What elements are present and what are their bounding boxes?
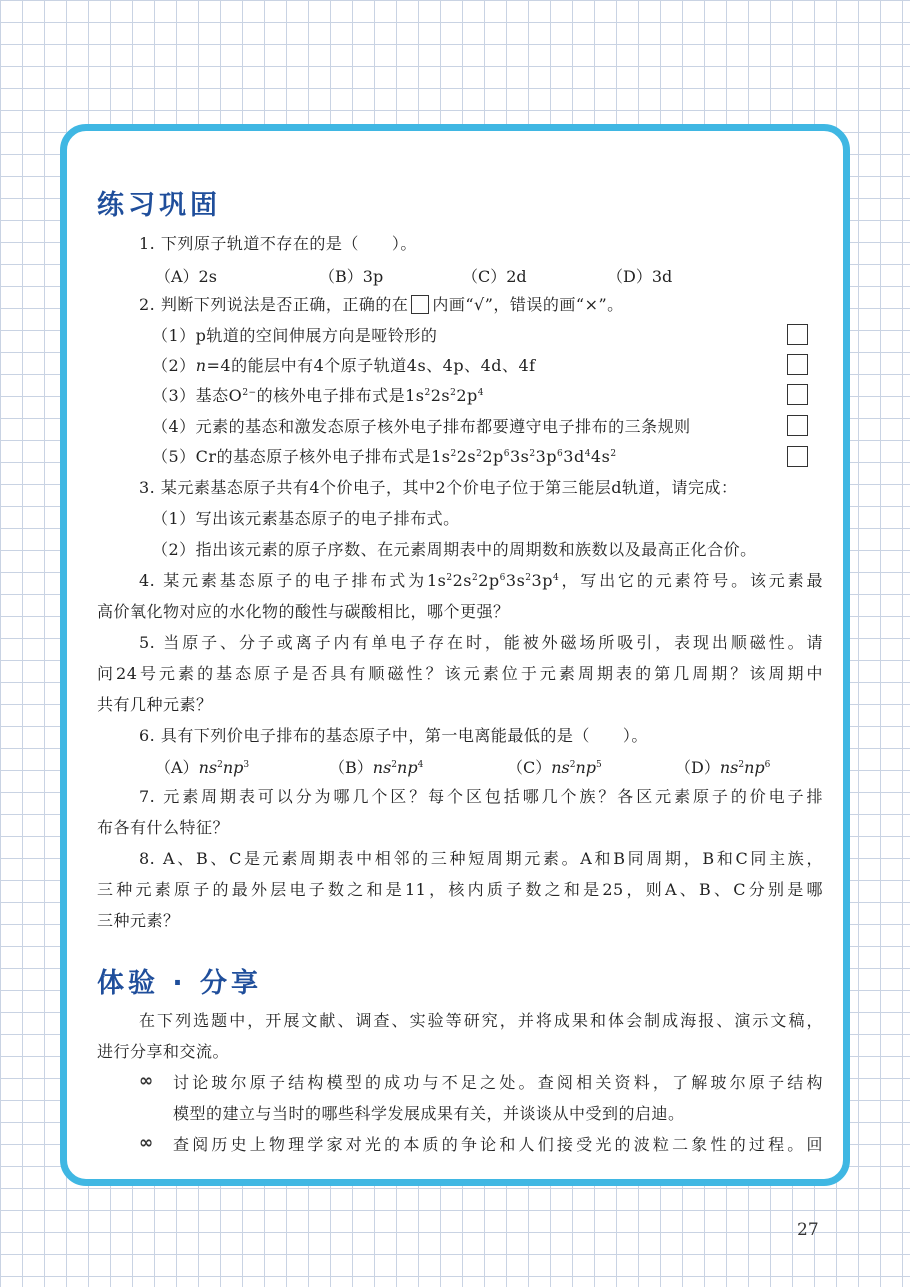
question-4-line-2: 高价氧化物对应的水化物的酸性与碳酸相比，哪个更强？ (97, 602, 510, 621)
share-intro-line-1: 在下列选题中，开展文献、调查、实验等研究，并将成果和体会制成海报、演示文稿， (139, 1011, 823, 1030)
question-4-line-1: 4. 某元素基态原子的电子排布式为$1s^22s^22p^63s^23p^4$，写出它的元素符号。该元素最 (139, 571, 823, 590)
q2-item-3-checkbox[interactable] (787, 384, 808, 405)
q2-item-2: （2）n=4的能层中有4个原子轨道4s、4p、4d、4f (152, 356, 536, 375)
infinity-bullet-icon: ∞ (139, 1133, 154, 1153)
question-3: 3. 某元素基态原子共有4个价电子，其中2个价电子位于第三能层d轨道，请完成： (139, 478, 738, 497)
share-topic-2-line-1: 查阅历史上物理学家对光的本质的争论和人们接受光的波粒二象性的过程。回 (173, 1135, 823, 1154)
question-2: 2. 判断下列说法是否正确，正确的在 内画“√”，错误的画“×”。 (139, 295, 624, 314)
question-5-line-2: 问24号元素的基态原子是否具有顺磁性？该元素位于元素周期表的第几周期？该周期中 (97, 664, 823, 683)
q2-item-3: （3）基态$O^{2-}$的核外电子排布式是$1s^22s^22p^4$ (152, 386, 485, 405)
q1-option-b: （B）3p (319, 267, 384, 286)
section-title-share: 体验 · 分享 (97, 968, 263, 999)
question-5-line-3: 共有几种元素？ (97, 695, 213, 714)
q1-option-a: （A）2s (155, 267, 217, 286)
q3-sub-2: （2）指出该元素的原子序数、在元素周期表中的周期数和族数以及最高正化合价。 (152, 540, 757, 559)
exercise-card (60, 124, 850, 1186)
share-topic-1-line-2: 模型的建立与当时的哪些科学发展成果有关，并谈谈从中受到的启迪。 (173, 1104, 685, 1123)
question-7-line-2: 布各有什么特征？ (97, 818, 230, 837)
q2-item-1: （1）p轨道的空间伸展方向是哑铃形的 (152, 326, 438, 345)
q2-item-2-checkbox[interactable] (787, 354, 808, 375)
question-6: 6. 具有下列价电子排布的基态原子中，第一电离能最低的是（ ）。 (139, 726, 648, 745)
question-5-line-1: 5. 当原子、分子或离子内有单电子存在时，能被外磁场所吸引，表现出顺磁性。请 (139, 633, 823, 652)
infinity-bullet-icon: ∞ (139, 1071, 154, 1091)
share-intro-line-2: 进行分享和交流。 (97, 1042, 230, 1061)
question-1: 1. 下列原子轨道不存在的是（ ）。 (139, 234, 417, 253)
q2-item-4: （4）元素的基态和激发态原子核外电子排布都要遵守电子排布的三条规则 (152, 417, 691, 436)
q1-option-d: （D）3d (607, 267, 673, 286)
section-title-practice: 练习巩固 (97, 190, 221, 221)
page-number: 27 (797, 1220, 819, 1240)
question-8-line-2: 三种元素原子的最外层电子数之和是11，核内质子数之和是25，则A、B、C分别是哪 (97, 880, 823, 899)
question-8-line-3: 三种元素？ (97, 911, 180, 930)
question-8-line-1: 8. A、B、C是元素周期表中相邻的三种短周期元素。A和B同周期，B和C同主族， (139, 849, 823, 868)
q2-item-4-checkbox[interactable] (787, 415, 808, 436)
share-topic-1-line-1: 讨论玻尔原子结构模型的成功与不足之处。查阅相关资料，了解玻尔原子结构 (173, 1073, 823, 1092)
q6-option-b: $(B)ns^2np^4$ (329, 758, 424, 777)
q6-option-a: $(A)ns^2np^3$ (155, 758, 250, 777)
q1-option-c: （C）2d (462, 267, 527, 286)
q2-item-1-checkbox[interactable] (787, 324, 808, 345)
inline-answer-box (411, 295, 429, 314)
q2-item-5-checkbox[interactable] (787, 446, 808, 467)
q6-option-c: $(C)ns^2np^5$ (507, 758, 602, 777)
q2-item-5: （5）Cr的基态原子核外电子排布式是$1s^22s^22p^63s^23p^63d^44s^2$ (152, 447, 617, 466)
q6-option-d: $(D)ns^2np^6$ (675, 758, 771, 777)
question-7-line-1: 7. 元素周期表可以分为哪几个区？每个区包括哪几个族？各区元素原子的价电子排 (139, 787, 823, 806)
q3-sub-1: （1）写出该元素基态原子的电子排布式。 (152, 509, 460, 528)
